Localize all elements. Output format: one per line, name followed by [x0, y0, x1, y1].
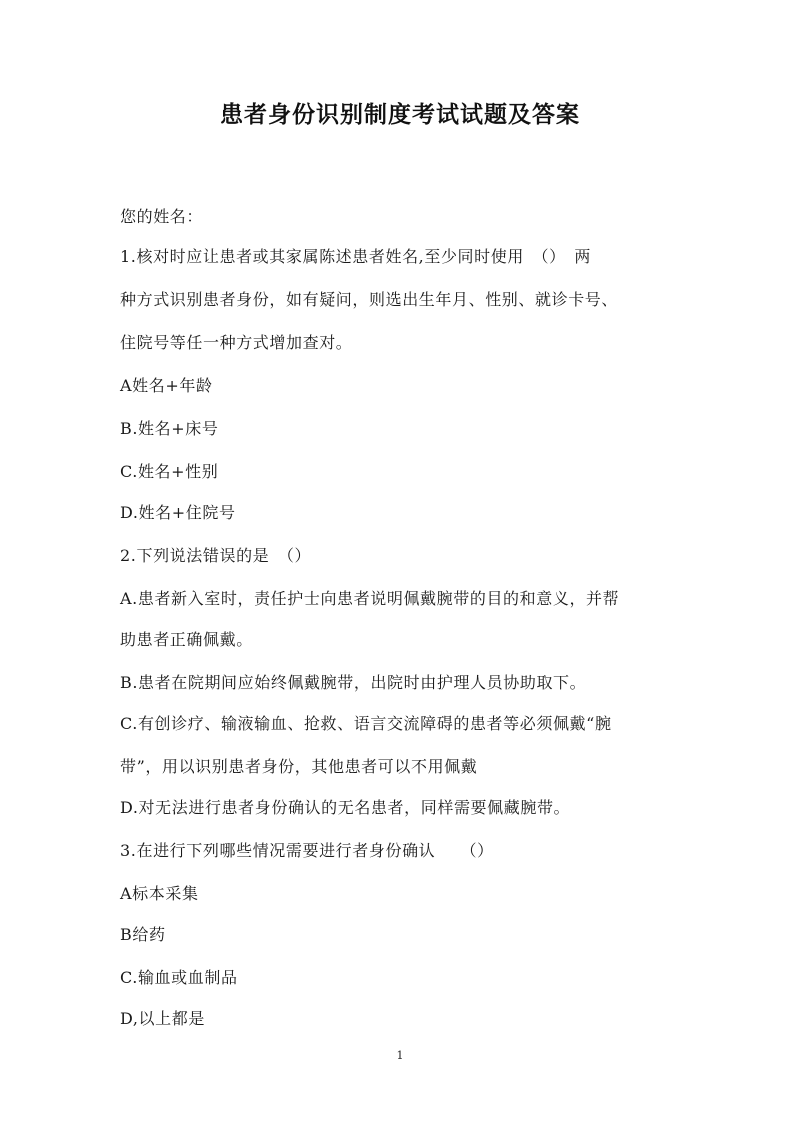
- question-3-option-d: D,以上都是: [120, 1009, 205, 1028]
- question-1-stem-line-1: 1.核对时应让患者或其家属陈述患者姓名,至少同时使用 （） 两: [120, 247, 591, 266]
- question-1-option-d: D.姓名+住院号: [120, 503, 236, 522]
- question-2-option-b: B.患者在院期间应始终佩戴腕带，出院时由护理人员协助取下。: [120, 673, 587, 692]
- question-3-option-a: A标本采集: [120, 884, 199, 903]
- question-1-option-b: B.姓名+床号: [120, 419, 219, 438]
- question-2-option-c-line-2: 带”，用以识别患者身份，其他患者可以不用佩戴: [120, 757, 478, 776]
- page-number: 1: [396, 1049, 404, 1062]
- question-2-option-a-line-2: 助患者正确佩戴。: [120, 630, 253, 649]
- question-3-stem: 3.在进行下列哪些情况需要进行者身份确认 （）: [120, 841, 494, 860]
- question-3-option-b: B给药: [120, 925, 166, 944]
- question-1-option-a: A姓名+年龄: [120, 376, 213, 395]
- question-1-option-c: C.姓名+性别: [120, 462, 219, 481]
- question-2-stem: 2.下列说法错误的是 （）: [120, 546, 312, 565]
- document-title: 患者身份识别制度考试试题及答案: [220, 102, 580, 128]
- question-1-stem-line-2: 种方式识别患者身份，如有疑问，则选出生年月、性别、就诊卡号、: [120, 290, 619, 309]
- name-label: 您的姓名：: [120, 207, 204, 226]
- question-2-option-a-line-1: A.患者新入室时，责任护士向患者说明佩戴腕带的目的和意义，并帮: [120, 589, 620, 608]
- question-2-option-c-line-1: C.有创诊疗、输液输血、抢救、语言交流障碍的患者等必须佩戴“腕: [120, 714, 612, 733]
- question-1-stem-line-3: 住院号等任一种方式增加查对。: [120, 333, 353, 352]
- question-3-option-c: C.输血或血制品: [120, 968, 238, 987]
- question-2-option-d: D.对无法进行患者身份确认的无名患者，同样需要佩藏腕带。: [120, 798, 571, 817]
